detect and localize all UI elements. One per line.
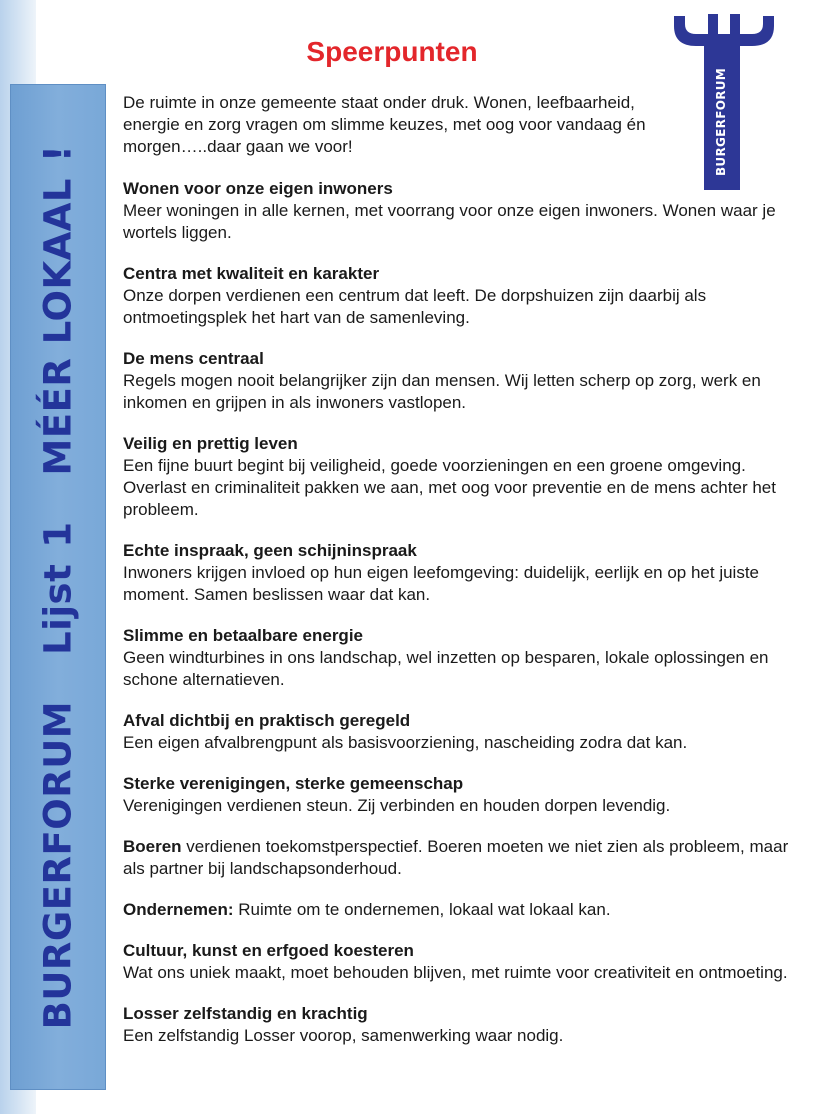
priority-body: Een fijne buurt begint bij veiligheid, goede voorzieningen en een groene omgeving. Overlast en criminaliteit pakken we aan, met oog voor preventie en de mens achter het probleem.: [123, 456, 776, 519]
priority-item: [123, 625, 803, 691]
banner-exclamation: !: [36, 144, 80, 163]
priority-body: Ruimte om te ondernemen, lokaal wat lokaal kan.: [233, 900, 611, 919]
priority-item-inline: [123, 899, 803, 921]
priority-lead: Ondernemen:: [123, 900, 234, 919]
banner-slogan: MÉÉR LOKAAL: [36, 178, 80, 476]
side-banner: [10, 84, 106, 1090]
priority-item: [123, 433, 803, 521]
priority-item: [123, 540, 803, 606]
priority-heading: De mens centraal: [123, 349, 264, 368]
priority-item-inline: [123, 836, 803, 880]
priority-lead: Boeren: [123, 837, 182, 856]
banner-list-label: Lijst: [36, 563, 80, 655]
priority-heading: Centra met kwaliteit en karakter: [123, 264, 380, 283]
priority-body: Wat ons uniek maakt, moet behouden blijven, met ruimte voor creativiteit en ontmoeting.: [123, 963, 788, 982]
priority-body: verdienen toekomstperspectief. Boeren moeten we niet zien als probleem, maar als partner bij landschapsonderhoud.: [123, 837, 789, 878]
priority-body: Onze dorpen verdienen een centrum dat leeft. De dorpshuizen zijn daarbij als ontmoetingsplek het hart van de samenleving.: [123, 286, 707, 327]
priority-heading: Slimme en betaalbare energie: [123, 626, 363, 645]
priority-heading: Wonen voor onze eigen inwoners: [123, 179, 393, 198]
priority-body: Een eigen afvalbrengpunt als basisvoorziening, nascheiding zodra dat kan.: [123, 733, 688, 752]
page-title: Speerpunten: [306, 36, 478, 67]
priority-heading: Veilig en prettig leven: [123, 434, 298, 453]
priority-body: Verenigingen verdienen steun. Zij verbinden en houden dorpen levendig.: [123, 796, 671, 815]
priority-body: Een zelfstandig Losser voorop, samenwerking waar nodig.: [123, 1026, 564, 1045]
priority-item: [123, 263, 803, 329]
priority-heading: Losser zelfstandig en krachtig: [123, 1004, 368, 1023]
priority-item: [123, 773, 803, 817]
priorities-list: [123, 178, 803, 1066]
priority-item: [123, 348, 803, 414]
priority-body: Inwoners krijgen invloed op hun eigen leefomgeving: duidelijk, eerlijk en op het juiste moment. Samen beslissen waar dat kan.: [123, 563, 760, 604]
priority-heading: Cultuur, kunst en erfgoed koesteren: [123, 941, 414, 960]
banner-party-name: BURGERFORUM: [36, 700, 80, 1030]
priority-heading: Afval dichtbij en praktisch geregeld: [123, 711, 411, 730]
priority-item: [123, 710, 803, 754]
priority-body: Geen windturbines in ons landschap, wel inzetten op besparen, lokale oplossingen en schone alternatieven.: [123, 648, 769, 689]
priority-item: [123, 1003, 803, 1047]
priority-heading: Sterke verenigingen, sterke gemeenschap: [123, 774, 464, 793]
priority-item: [123, 940, 803, 984]
intro-paragraph: De ruimte in onze gemeente staat onder druk. Wonen, leefbaarheid, energie en zorg vragen om slimme keuzes, met oog voor vandaag én morgen…..daar gaan we voor!: [123, 93, 646, 156]
side-banner-text: [37, 145, 80, 1030]
priority-heading: Echte inspraak, geen schijninspraak: [123, 541, 417, 560]
priority-item: [123, 178, 803, 244]
priority-body: Regels mogen nooit belangrijker zijn dan mensen. Wij letten scherp op zorg, werk en inkomen en grijpen in als inwoners vastlopen.: [123, 371, 761, 412]
burgerforum-logo: [674, 12, 774, 192]
logo-text: BURGERFORUM: [714, 67, 728, 177]
banner-list-number: 1: [36, 521, 80, 548]
priority-body: Meer woningen in alle kernen, met voorrang voor onze eigen inwoners. Wonen waar je wortels liggen.: [123, 201, 776, 242]
